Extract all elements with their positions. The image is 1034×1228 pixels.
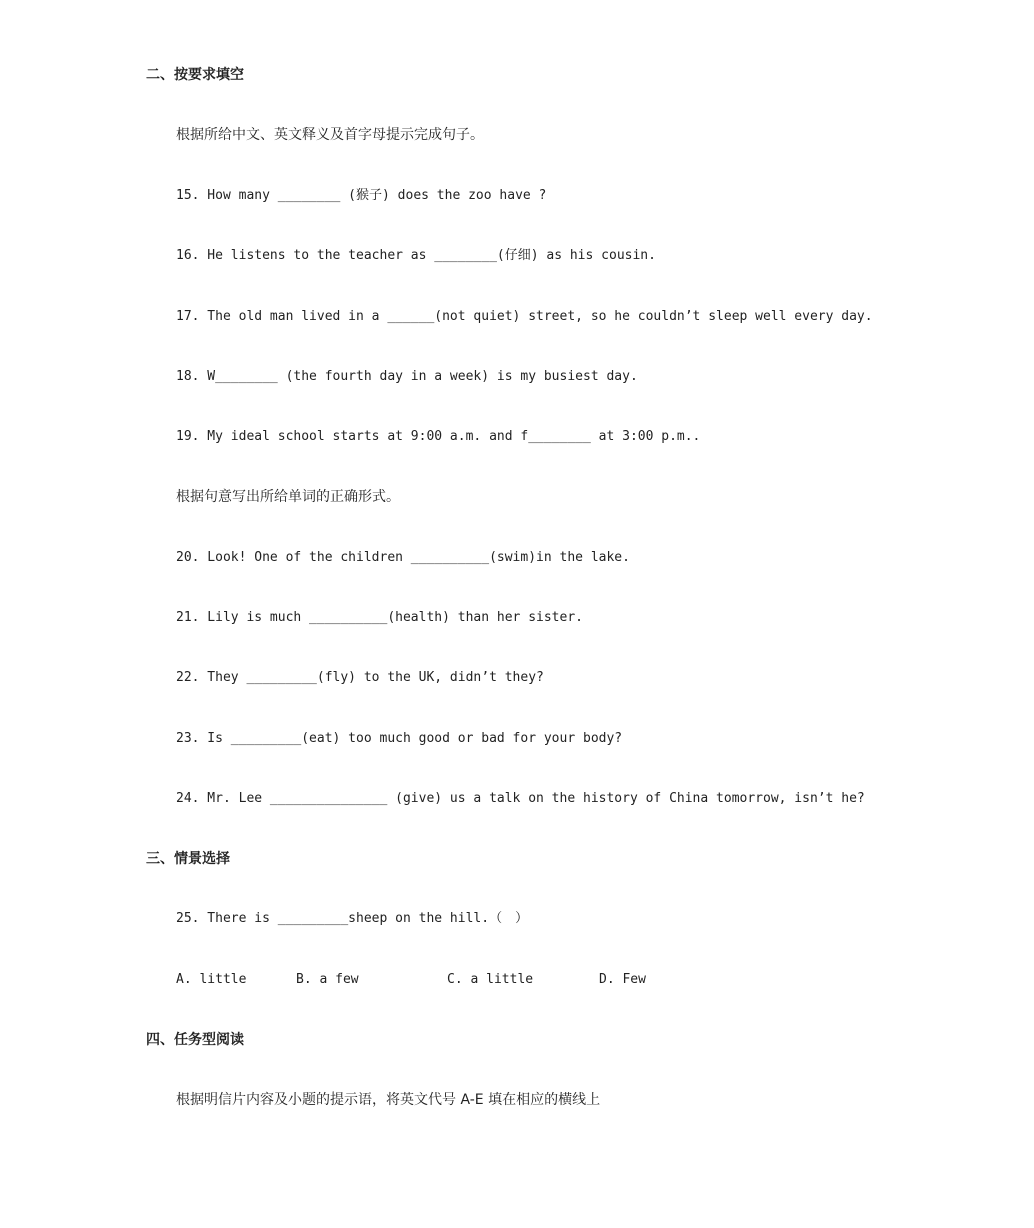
question-23: 23. Is _________(eat) too much good or bad for your body? — [176, 731, 623, 746]
question-17: 17. The old man lived in a ______(not quiet) street, so he couldn’t sleep well every day. — [176, 309, 873, 324]
question-21: 21. Lily is much __________(health) than her sister. — [176, 610, 583, 625]
question-20: 20. Look! One of the children __________(swim)in the lake. — [176, 550, 630, 565]
question-22: 22. They _________(fly) to the UK, didn’t they? — [176, 670, 544, 685]
instruction-postcard: 根据明信片内容及小题的提示语，将英文代号 A-E 填在相应的横线上 — [176, 1092, 601, 1108]
section-heading-situational-choice: 三、情景选择 — [146, 851, 230, 867]
option-b: B. a few — [296, 972, 359, 987]
option-a: A. little — [176, 972, 247, 987]
question-25: 25. There is _________sheep on the hill.（ ） — [176, 911, 529, 926]
question-24: 24. Mr. Lee _______________ (give) us a talk on the history of China tomorrow, isn’t he? — [176, 791, 865, 806]
instruction-hint-words: 根据所给中文、英文释义及首字母提示完成句子。 — [176, 127, 484, 143]
instruction-word-forms: 根据句意写出所给单词的正确形式。 — [176, 489, 400, 505]
question-18: 18. W________ (the fourth day in a week) is my busiest day. — [176, 369, 638, 384]
section-heading-fill-blanks: 二、按要求填空 — [146, 67, 244, 83]
question-15: 15. How many ________ (猴子) does the zoo have ? — [176, 188, 547, 203]
section-heading-task-reading: 四、任务型阅读 — [146, 1032, 244, 1048]
option-d: D. Few — [599, 972, 646, 987]
question-16: 16. He listens to the teacher as ________(仔细) as his cousin. — [176, 248, 656, 263]
question-19: 19. My ideal school starts at 9:00 a.m. and f________ at 3:00 p.m.. — [176, 429, 701, 444]
option-c: C. a little — [447, 972, 534, 987]
